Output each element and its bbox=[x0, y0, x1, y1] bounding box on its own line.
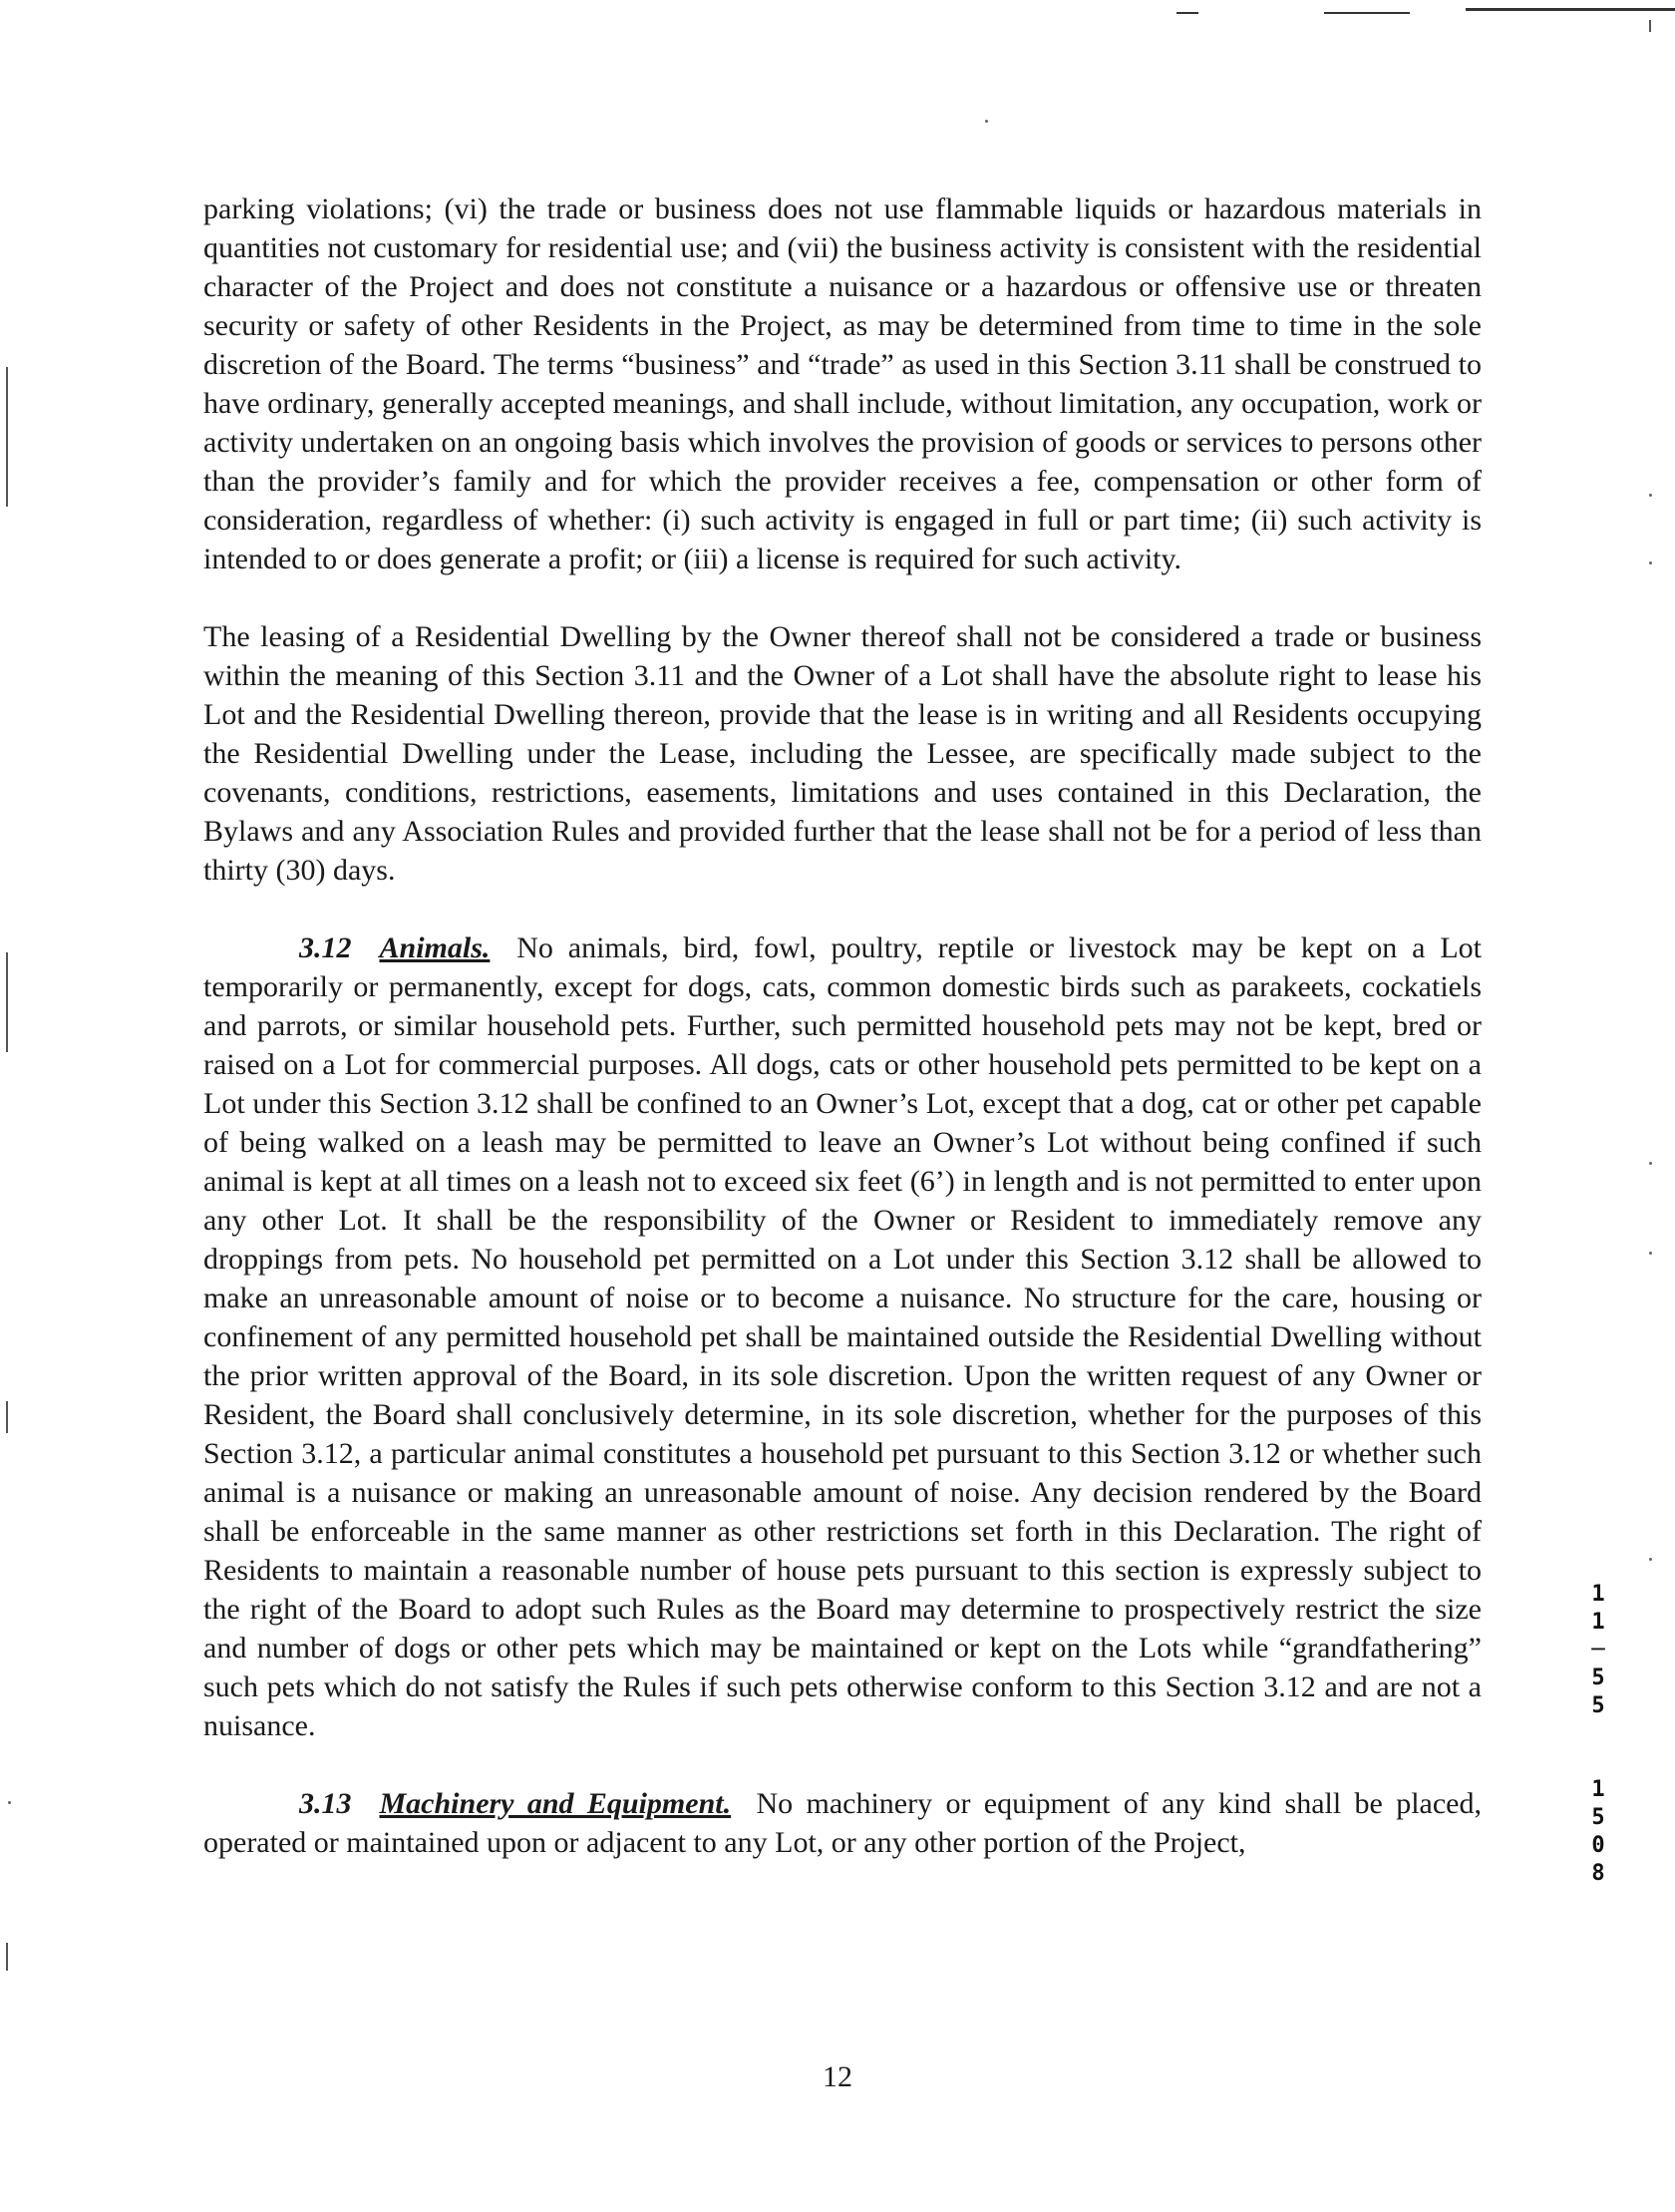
paragraph-business-activity: parking violations; (vi) the trade or business does not use flammable liquids or hazardous materials in quantities not customary for residential use; and (vii) the business activity is consistent with the residential character of the Project and does not constitute a nuisance or a hazardous or offensive use or threaten security or safety of other Residents in the Project, as may be determined from time to time in the sole discretion of the Board. The terms “business” and “trade” as used in this Section 3.11 shall be construed to have ordinary, generally accepted meanings, and shall include, without limitation, any occupation, work or activity undertaken on an ongoing basis which involves the provision of goods or services to persons other than the provider’s family and for which the provider receives a fee, compensation or other form of consideration, regardless of whether: (i) such activity is engaged in full or part time; (ii) such activity is intended to or does generate a profit; or (iii) a license is required for such activity. bbox=[203, 192, 1482, 575]
section-3-13-machinery bbox=[203, 1784, 1482, 1862]
scan-rule-top-1 bbox=[1176, 12, 1198, 14]
scan-tick-left-4 bbox=[6, 1943, 8, 1971]
scan-rule-top-2 bbox=[1324, 12, 1410, 14]
scan-rule-top-3 bbox=[1466, 8, 1675, 11]
scan-dot-right-2 bbox=[1649, 561, 1652, 564]
scan-dot-right-4 bbox=[1649, 1252, 1652, 1255]
section-3-12-animals bbox=[203, 928, 1482, 1745]
section-body: No animals, bird, fowl, poultry, reptile or livestock may be kept on a Lot temporarily or permanently, except for dogs, cats, common domestic birds such as parakeets, cockatiels and parrots, or similar household pets. Further, such permitted household pets may not be kept, bred or raised on a Lot for commercial purposes. All dogs, cats or other household pets permitted to be kept on a Lot under this Section 3.12 shall be confined to an Owner’s Lot, except that a dog, cat or other pet capable of being walked on a leash may be permitted to leave an Owner’s Lot without being confined if such animal is kept at all times on a leash not to exceed six feet (6’) in length and is not permitted to enter upon any other Lot. It shall be the responsibility of the Owner or Resident to immediately remove any droppings from pets. No household pet permitted on a Lot under this Section 3.12 shall be allowed to make an unreasonable amount of noise or to become a nuisance. No structure for the care, housing or confinement of any permitted household pet shall be maintained outside the Residential Dwelling without the prior written approval of the Board, in its sole discretion. Upon the written request of any Owner or Resident, the Board shall conclusively determine, in its sole discretion, whether for the purposes of this Section 3.12, a particular animal constitutes a household pet pursuant to this Section 3.12 or whether such animal is a nuisance or making an unreasonable amount of noise. Any decision rendered by the Board shall be enforceable in the same manner as other restrictions set forth in this Declaration. The right of Residents to maintain a reasonable number of house pets pursuant to this section is expressly subject to the right of the Board to adopt such Rules as the Board may determine to prospectively restrict the size and number of dogs or other pets which may be maintained or kept on the Lots while “grandfathering” such pets which do not satisfy the Rules if such pets otherwise conform to this Section 3.12 and are not a nuisance. bbox=[203, 931, 1483, 1742]
scan-tick-left-3 bbox=[6, 1401, 8, 1433]
scan-dot-right-5 bbox=[1649, 1558, 1652, 1561]
section-title: Machinery and Equipment. bbox=[379, 1787, 732, 1820]
bates-stamp: 1 1 ─ 5 5 1 5 0 8 bbox=[1591, 1582, 1605, 1886]
scan-tick-left-1 bbox=[6, 367, 8, 507]
scan-tick-left-2 bbox=[6, 952, 8, 1052]
scan-tick-top-right bbox=[1649, 20, 1651, 32]
document-body bbox=[203, 189, 1482, 1862]
section-number: 3.12 bbox=[299, 931, 352, 964]
scan-dot-right-1 bbox=[1649, 494, 1652, 497]
section-title: Animals. bbox=[379, 931, 491, 964]
scan-dot-right-3 bbox=[1649, 1162, 1652, 1165]
scan-dot-left bbox=[8, 1801, 11, 1804]
section-body: No machinery or equipment of any kind shall be placed, operated or maintained upon or adjacent to any Lot, or any other portion of the Project, bbox=[203, 1787, 1482, 1859]
paragraph-leasing: The leasing of a Residential Dwelling by the Owner thereof shall not be considered a trade or business within the meaning of this Section 3.11 and the Owner of a Lot shall have the absolute right to lease his Lot and the Residential Dwelling thereon, provide that the lease is in writing and all Residents occupying the Residential Dwelling under the Lease, including the Lessee, are specifically made subject to the covenants, conditions, restrictions, easements, limitations and uses contained in this Declaration, the Bylaws and any Association Rules and provided further that the lease shall not be for a period of less than thirty (30) days. bbox=[203, 620, 1482, 887]
page-number: 12 bbox=[823, 2060, 852, 2093]
section-number: 3.13 bbox=[299, 1787, 352, 1820]
scan-dot-top bbox=[985, 120, 988, 123]
